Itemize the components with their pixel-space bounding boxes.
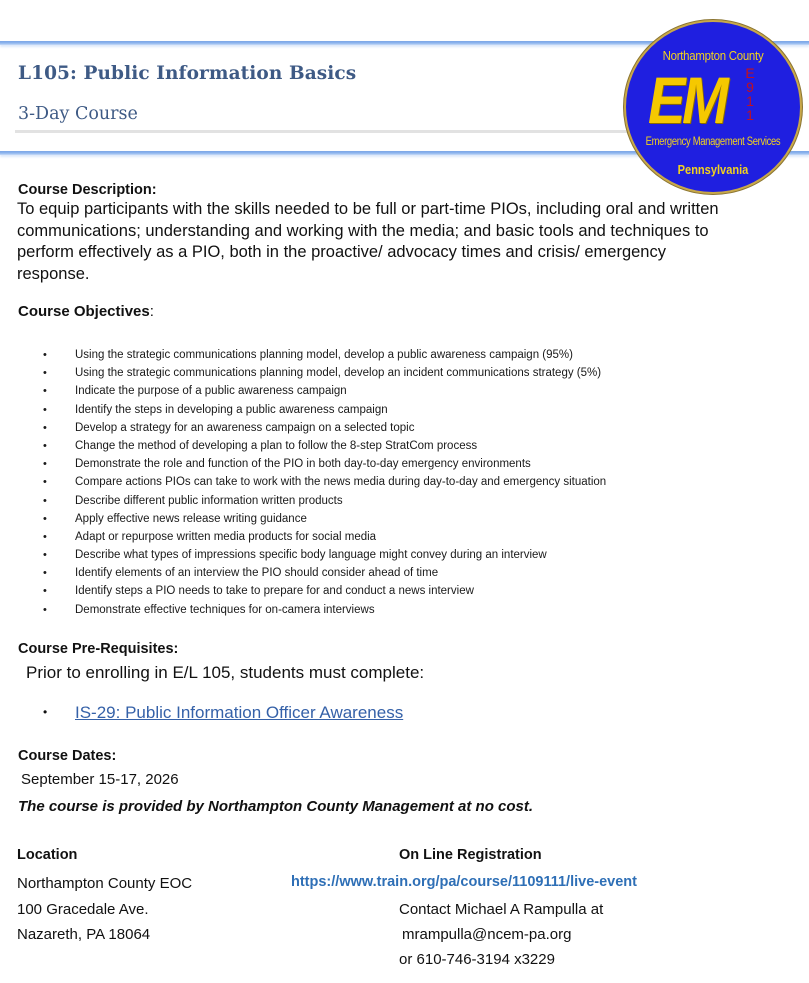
objective-text: Apply effective news release writing guidance [75,512,307,525]
objective-text: Develop a strategy for an awareness campaign on a selected topic [75,421,415,434]
bullet-icon: • [43,349,47,361]
objectives-list [0,346,606,619]
cost-note: The course is provided by Northampton County Management at no cost. [18,798,534,815]
bullet-icon: • [43,603,47,616]
logo-services-text: Emergency Management Services [645,136,781,148]
objective-text: Change the method of developing a plan to follow the 8-step StratCom process [75,439,478,452]
objective-item [0,346,606,364]
bullet-icon: • [43,385,47,398]
objectives-heading [18,303,154,320]
objective-item [0,419,606,437]
bullet-icon: • [43,512,47,525]
objectives-heading-colon: : [149,303,154,320]
page-subtitle: 3-Day Course [18,104,138,124]
objective-text: Describe what types of impressions specific body language might convey during an interview [75,549,547,562]
objective-item [0,510,606,528]
objective-text: Compare actions PIOs can take to work with the news media during day-to-day and emergency situation [75,476,607,489]
logo-e911-char: 1 [746,93,754,109]
description-text: To equip participants with the skills needed to be full or part-time PIOs, including oral and written communications; understanding and working with the media; and basic tools and techniques to perform effectively as a PIO, both in the proactive/ advocacy times and crisis/ emergency response. [17,200,719,283]
objective-item [0,455,606,473]
bullet-icon: • [43,549,47,562]
objective-text: Using the strategic communications planning model, develop a public awareness campaign (95%) [75,349,573,361]
is29-course-link[interactable]: IS-29: Public Information Officer Awareness [75,703,404,722]
logo-e911-text [744,66,756,122]
logo-e911-char: 1 [746,107,754,123]
bullet-icon: • [43,439,47,452]
objective-item [0,546,606,564]
bullet-icon: • [43,403,47,416]
bullet-icon: • [43,705,48,719]
prerequisites-text: Prior to enrolling in E/L 105, students must complete: [26,663,425,682]
contact-email[interactable]: mrampulla@ncem-pa.org [402,926,572,943]
bullet-icon: • [43,530,47,543]
objective-text: Demonstrate the role and function of the PIO in both day-to-day emergency environments [75,458,531,471]
registration-heading: On Line Registration [399,847,542,863]
description-heading: Course Description: [18,182,157,198]
objective-text: Demonstrate effective techniques for on-camera interviews [75,603,375,616]
course-dates: September 15-17, 2026 [21,771,179,788]
bullet-icon: • [43,494,47,507]
logo-county-text: Northampton County [662,48,764,63]
page-title: L105: Public Information Basics [18,63,357,84]
bullet-icon: • [43,567,47,580]
objective-text: Indicate the purpose of a public awareness campaign [75,385,347,398]
contact-phone: or 610-746-3194 x3229 [399,951,555,968]
objective-item [0,528,606,546]
county-em-logo [624,20,802,194]
bullet-icon: • [43,476,47,489]
objective-text: Using the strategic communications planning model, develop an incident communications strategy (5%) [75,367,602,380]
objective-item [0,473,606,491]
objective-text: Adapt or repurpose written media products for social media [75,530,377,543]
objective-item [0,382,606,400]
objective-text: Identify the steps in developing a public awareness campaign [75,403,388,416]
objective-item [0,364,606,382]
objective-item [0,582,606,600]
bullet-icon: • [43,367,47,380]
contact-line: Contact Michael A Rampulla at [399,901,604,918]
objective-item [0,492,606,510]
registration-url-link[interactable]: https://www.train.org/pa/course/1109111/live-event [291,874,637,890]
dates-heading: Course Dates: [18,748,117,764]
logo-e911-char: E [745,65,755,81]
bullet-icon: • [43,421,47,434]
prerequisites-heading: Course Pre-Requisites: [18,641,179,657]
objective-item [0,437,606,455]
location-line: Northampton County EOC [17,875,193,892]
bullet-icon: • [43,585,47,598]
location-line: Nazareth, PA 18064 [17,926,151,943]
objective-text: Describe different public information written products [75,494,343,507]
objectives-heading-label: Course Objectives [18,303,150,320]
location-line: 100 Gracedale Ave. [17,901,149,918]
subtitle-divider [15,130,635,133]
objective-item [0,601,606,619]
objective-text: Identify elements of an interview the PIO should consider ahead of time [75,567,439,580]
objective-item [0,564,606,582]
logo-state-text: Pennsylvania [677,162,749,177]
objective-item [0,401,606,419]
logo-e911-char: 9 [746,79,754,95]
bullet-icon: • [43,458,47,471]
objective-text: Identify steps a PIO needs to take to prepare for and conduct a news interview [75,585,474,598]
location-heading: Location [17,847,78,863]
logo-em-letters: EM [648,63,726,137]
